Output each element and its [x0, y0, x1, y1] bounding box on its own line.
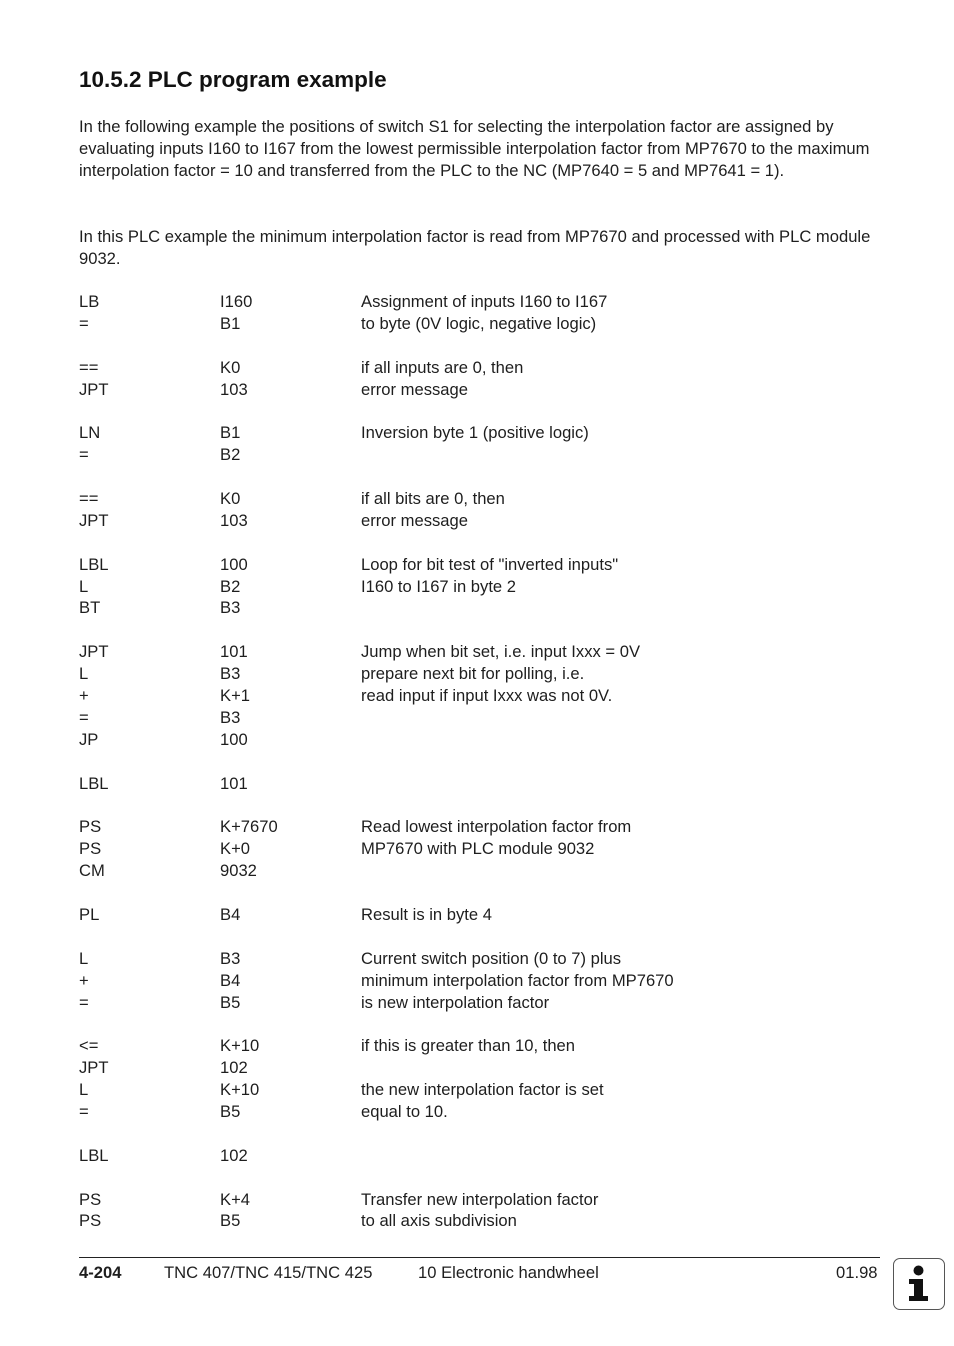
code-operand: B5	[220, 1211, 241, 1231]
code-comment	[361, 1057, 879, 1079]
code-instruction: <=	[79, 1036, 99, 1056]
info-icon	[893, 1258, 945, 1310]
code-instruction: JPT	[79, 379, 109, 399]
code-row	[79, 1079, 879, 1101]
code-instruction: LBL	[79, 554, 109, 574]
code-row	[79, 685, 879, 707]
code-instruction: =	[79, 313, 89, 333]
code-instruction: CM	[79, 861, 105, 881]
code-instruction: JPT	[79, 642, 109, 662]
code-comment: prepare next bit for polling, i.e.	[361, 664, 585, 684]
code-instruction: PS	[79, 817, 102, 837]
code-instruction: =	[79, 707, 89, 727]
code-operand: K+1	[220, 686, 250, 706]
code-instruction: PS	[79, 1189, 102, 1209]
code-operand: B5	[220, 1101, 241, 1121]
code-comment: error message	[361, 379, 468, 399]
code-instruction: =	[79, 1101, 89, 1121]
code-instruction: PS	[79, 1211, 102, 1231]
code-row	[79, 948, 879, 970]
code-comment: read input if input Ixxx was not 0V.	[361, 686, 613, 706]
code-comment	[361, 860, 879, 882]
code-instruction: LBL	[79, 1145, 109, 1165]
code-operand: I160	[220, 292, 253, 311]
code-row	[79, 663, 879, 685]
code-comment: Result is in byte 4	[361, 904, 492, 924]
code-operand: 100	[220, 554, 248, 574]
code-instruction: L	[79, 948, 89, 968]
code-row	[79, 641, 879, 663]
code-row	[79, 444, 879, 466]
code-operand: 102	[220, 1058, 248, 1078]
code-row	[79, 422, 879, 444]
code-comment: Current switch position (0 to 7) plus	[361, 948, 622, 968]
code-operand: K+7670	[220, 817, 278, 837]
code-row	[79, 970, 879, 992]
code-row	[79, 729, 879, 751]
code-comment: Transfer new interpolation factor	[361, 1189, 599, 1209]
code-group	[79, 554, 879, 620]
code-operand: 101	[220, 773, 248, 793]
code-comment: error message	[361, 510, 468, 530]
footer-chapter: 10 Electronic handwheel	[418, 1263, 599, 1282]
code-group	[79, 488, 879, 532]
code-comment: equal to 10.	[361, 1101, 448, 1121]
code-comment	[361, 773, 879, 795]
code-operand: B5	[220, 992, 241, 1012]
code-operand: K0	[220, 357, 241, 377]
code-instruction: PS	[79, 839, 102, 859]
code-comment: MP7670 with PLC module 9032	[361, 839, 595, 859]
code-operand: K+10	[220, 1036, 260, 1056]
code-operand: K0	[220, 489, 241, 509]
code-row	[79, 838, 879, 860]
description-paragraph: In this PLC example the minimum interpolation factor is read from MP7670 and processed with PLC module 9032.	[79, 227, 871, 268]
code-instruction: +	[79, 970, 89, 990]
code-comment: minimum interpolation factor from MP7670	[361, 970, 674, 990]
code-comment: Jump when bit set, i.e. input Ixxx = 0V	[361, 642, 641, 662]
code-instruction: ==	[79, 357, 99, 377]
code-operand: B3	[220, 948, 241, 968]
code-group	[79, 422, 879, 466]
code-operand: B3	[220, 707, 241, 727]
code-instruction: PL	[79, 904, 100, 924]
code-comment: Read lowest interpolation factor from	[361, 817, 632, 837]
code-row	[79, 291, 879, 313]
code-instruction: LB	[79, 292, 100, 311]
code-row	[79, 992, 879, 1014]
code-comment: if this is greater than 10, then	[361, 1036, 576, 1056]
code-operand: B1	[220, 313, 241, 333]
code-operand: 9032	[220, 861, 257, 881]
code-group	[79, 773, 879, 795]
code-row	[79, 1035, 879, 1057]
code-comment: to all axis subdivision	[361, 1211, 517, 1231]
code-row	[79, 860, 879, 882]
code-instruction: ==	[79, 489, 99, 509]
footer-model: TNC 407/TNC 415/TNC 425	[164, 1263, 373, 1282]
code-instruction: =	[79, 992, 89, 1012]
code-row	[79, 1057, 879, 1079]
code-comment: Assignment of inputs I160 to I167	[361, 292, 608, 311]
code-group	[79, 904, 879, 926]
code-row	[79, 1189, 879, 1211]
code-group	[79, 948, 879, 1014]
code-instruction: BT	[79, 598, 101, 618]
code-row	[79, 816, 879, 838]
code-instruction: L	[79, 576, 89, 596]
code-instruction: LN	[79, 423, 101, 443]
code-comment: is new interpolation factor	[361, 992, 550, 1012]
code-operand: 102	[220, 1145, 248, 1165]
code-instruction: L	[79, 664, 89, 684]
code-row	[79, 379, 879, 401]
code-instruction: JP	[79, 729, 99, 749]
footer-page-number: 4-204	[79, 1263, 122, 1282]
code-operand: B2	[220, 445, 241, 465]
code-comment	[361, 444, 879, 466]
code-operand: K+10	[220, 1080, 260, 1100]
code-operand: B4	[220, 970, 241, 990]
code-operand: B2	[220, 576, 241, 596]
code-group	[79, 816, 879, 882]
code-operand: 103	[220, 510, 248, 530]
plc-code-listing	[79, 291, 879, 1254]
code-row	[79, 707, 879, 729]
code-instruction: JPT	[79, 510, 109, 530]
code-row	[79, 773, 879, 795]
code-instruction: +	[79, 686, 89, 706]
code-comment: to byte (0V logic, negative logic)	[361, 313, 597, 333]
code-row	[79, 576, 879, 598]
code-operand: B3	[220, 598, 241, 618]
code-comment: Inversion byte 1 (positive logic)	[361, 423, 589, 443]
code-row	[79, 510, 879, 532]
code-group	[79, 641, 879, 750]
footer-divider	[79, 1257, 880, 1258]
page-title: 10.5.2 PLC program example	[79, 67, 387, 92]
code-instruction: =	[79, 445, 89, 465]
code-comment: I160 to I167 in byte 2	[361, 576, 516, 596]
code-group	[79, 1145, 879, 1167]
code-group	[79, 1189, 879, 1233]
code-comment	[361, 1145, 879, 1167]
code-row	[79, 488, 879, 510]
code-row	[79, 357, 879, 379]
code-comment: if all inputs are 0, then	[361, 357, 524, 377]
code-operand: B4	[220, 904, 241, 924]
code-comment: Loop for bit test of "inverted inputs"	[361, 554, 619, 574]
code-comment	[361, 729, 879, 751]
code-instruction: L	[79, 1080, 89, 1100]
code-row	[79, 1101, 879, 1123]
code-row	[79, 1210, 879, 1232]
code-comment: if all bits are 0, then	[361, 489, 505, 509]
code-operand: B3	[220, 664, 241, 684]
code-comment	[361, 707, 879, 729]
code-group	[79, 357, 879, 401]
code-operand: 103	[220, 379, 248, 399]
code-row	[79, 313, 879, 335]
intro-paragraph: In the following example the positions of switch S1 for selecting the interpolation factor are assigned by evaluating inputs I160 to I167 from the lowest permissible interpolation factor from MP7670 to the maximum interpolation factor = 10 and transferred from the PLC to the NC (MP7640 = 5 and MP7641 = 1).	[79, 117, 870, 180]
code-row	[79, 597, 879, 619]
code-instruction: LBL	[79, 773, 109, 793]
code-operand: 101	[220, 642, 248, 662]
code-comment: the new interpolation factor is set	[361, 1080, 604, 1100]
code-group	[79, 291, 879, 335]
code-operand: K+0	[220, 839, 250, 859]
code-operand: B1	[220, 423, 241, 443]
code-instruction: JPT	[79, 1058, 109, 1078]
code-operand: K+4	[220, 1189, 250, 1209]
code-row	[79, 904, 879, 926]
code-row	[79, 554, 879, 576]
code-operand: 100	[220, 729, 248, 749]
code-row	[79, 1145, 879, 1167]
code-comment	[361, 597, 879, 619]
code-group	[79, 1035, 879, 1123]
footer-date: 01.98	[836, 1263, 878, 1282]
